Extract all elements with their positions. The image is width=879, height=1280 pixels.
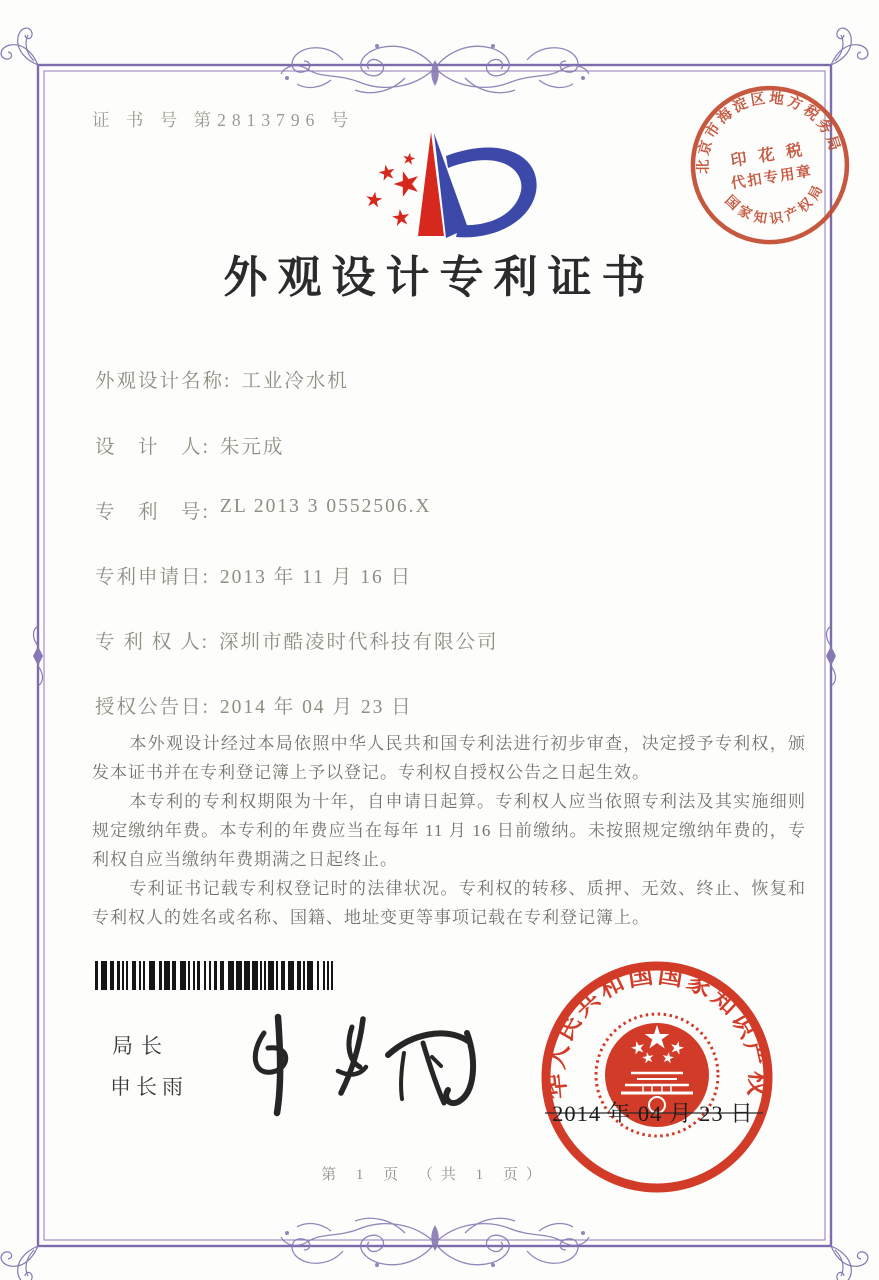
seal-date: 2014 年 04 月 23 日: [552, 1101, 754, 1126]
office-seal-arc-text: 中华人民共和国国家知识产权局: [520, 934, 772, 1101]
certificate-number: 证 书 号 第2813796 号: [92, 110, 355, 130]
field-label: 专 利 权 人:: [95, 632, 210, 653]
field-value: 2014 年 04 月 23 日: [219, 697, 413, 718]
field-design-name: [95, 365, 349, 393]
paragraph-term-fees: 本专利的专利权期限为十年，自申请日起算。专利权人应当依照专利法及其实施细则规定缴纳年费。本专利的年费应当在每年 11 月 16 日前缴纳。未按照规定缴纳年费的，专利权自应当缴纳年费期满之日起终止。: [92, 792, 806, 869]
field-application-date: [95, 561, 412, 589]
field-value: 深圳市酷凌时代科技有限公司: [219, 632, 499, 653]
commissioner-name: 申长雨: [110, 1075, 188, 1099]
tax-stamp-center-line2: 代扣专用章: [729, 163, 814, 193]
field-label: 授权公告日:: [95, 697, 210, 718]
field-patentee: [95, 626, 499, 654]
tax-stamp-arc-top: 北京市海淀区地方税务局: [695, 90, 844, 174]
signature-handwriting: [220, 1005, 490, 1120]
certificate-title: 外观设计专利证书: [223, 253, 656, 302]
body-paragraphs: [92, 729, 806, 932]
paragraph-register: 专利证书记载专利权登记时的法律状况。专利权的转移、质押、无效、终止、恢复和专利权人的姓名或名称、国籍、地址变更等事项记载在专利登记簿上。: [92, 879, 806, 927]
field-value: 2013 年 11 月 16 日: [219, 567, 413, 588]
barcode: [95, 961, 335, 990]
page-footer: 第 1 页 （共 1 页）: [321, 1167, 549, 1183]
field-label: 外观设计名称:: [95, 371, 232, 392]
field-value: 朱元成: [219, 437, 285, 458]
field-label: 设 计 人:: [95, 437, 210, 458]
tax-stamp-arc-bottom: 国家知识产权局: [722, 179, 828, 227]
field-patent-number: [95, 496, 432, 524]
field-label: 专利申请日:: [95, 567, 210, 588]
field-grant-date: [95, 691, 413, 719]
sipo-logo-icon: [352, 122, 542, 257]
field-label: 专 利 号:: [95, 502, 210, 523]
logo-stars: [365, 152, 423, 227]
tax-stamp-center-line1: 印 花 税: [729, 141, 808, 171]
field-value: 工业冷水机: [241, 371, 349, 392]
field-value: ZL 2013 3 0552506.X: [219, 496, 432, 517]
tax-stamp-seal: [670, 65, 870, 265]
commissioner-title: 局长: [112, 1034, 170, 1058]
field-designer: [95, 431, 284, 459]
paragraph-grant: 本外观设计经过本局依照中华人民共和国专利法进行初步审查，决定授予专利权，颁发本证书并在专利登记簿上予以登记。专利权自授权公告之日起生效。: [92, 734, 806, 782]
